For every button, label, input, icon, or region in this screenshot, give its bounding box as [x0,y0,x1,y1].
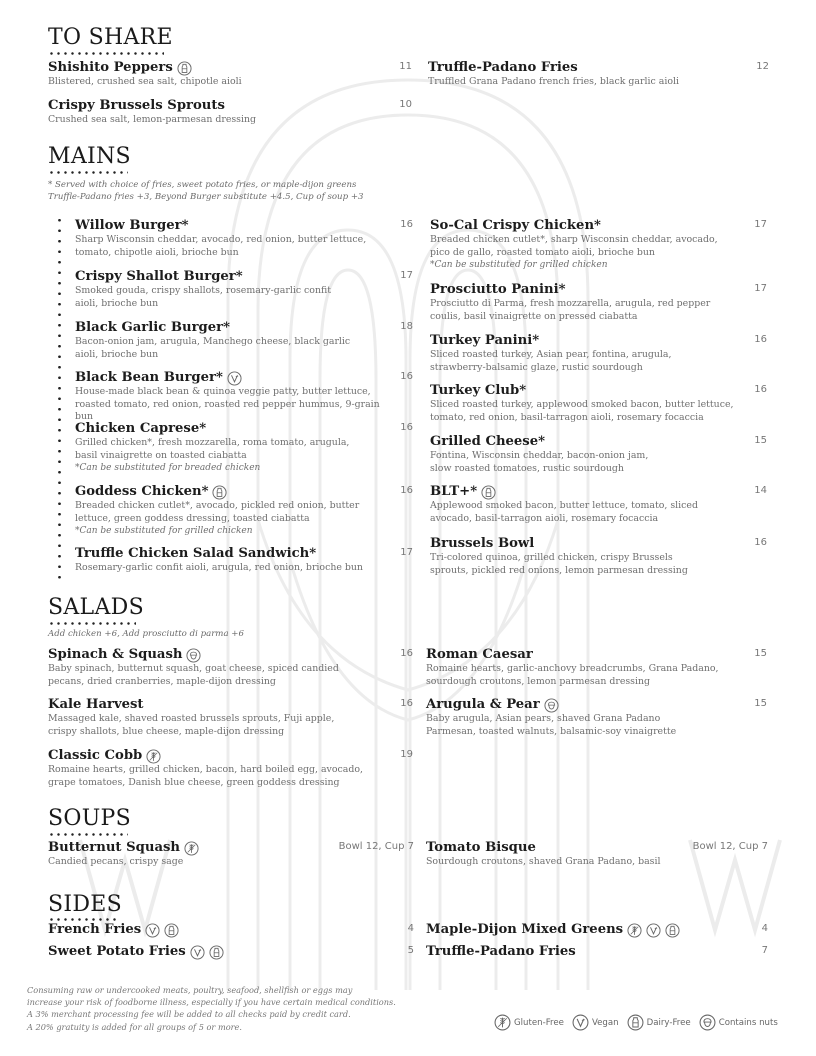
item-name: French Fries [48,922,142,937]
item-price: 18 [400,321,413,332]
section-title-sides: SIDES [48,892,123,917]
section-title-mains: MAINS [48,144,131,169]
title-underline-dots [48,52,164,55]
menu-item-goddess-chicken [75,484,413,538]
item-description: Romaine hearts, grilled chicken, bacon, hard boiled egg, avocado, grape tomatoes, Danish blue cheese, green goddess dressing [48,764,363,788]
item-name: Brussels Bowl [430,536,535,551]
item-price: 17 [400,270,413,281]
item-description: Tri-colored quinoa, grilled chicken, crispy Brussels sprouts, pickled red onions, lemon parmesan dressing [430,552,688,576]
vegan-icon [572,1014,589,1031]
menu-item-french-fries [48,922,414,938]
dairy-free-icon [177,61,192,76]
item-description: Blistered, crushed sea salt, chipotle aioli [48,76,242,87]
vegan-icon [190,945,205,960]
menu-item-spinach-and-squash [48,647,413,688]
dairy-free-icon [627,1014,644,1031]
item-substitution-note: *Can be substituted for grilled chicken [75,526,253,537]
menu-item-maple-dijon-mixed-greens [426,922,768,938]
menu-item-butternut-squash-soup [48,840,414,869]
item-description: House-made black bean & quinoa veggie patty, butter lettuce, roasted tomato, red onion, roasted red pepper hummus, 9-grain bun [75,386,380,423]
item-price: 11 [399,61,412,72]
item-name: BLT+* [430,484,478,499]
item-description: Smoked gouda, crispy shallots, rosemary-garlic confit aioli, brioche bun [75,285,331,309]
menu-item-sweet-potato-fries [48,944,414,960]
dairy-free-icon [481,485,496,500]
item-price: 4 [761,923,768,934]
item-substitution-note: *Can be substituted for breaded chicken [75,463,261,474]
item-description: Candied pecans, crispy sage [48,856,184,867]
item-description: Bacon-onion jam, arugula, Manchego cheese, black garlic aioli, brioche bun [75,336,351,360]
legend-dairy-free [627,1014,691,1031]
item-name: Shishito Peppers [48,60,173,75]
item-price: 16 [754,537,767,548]
item-name: Maple-Dijon Mixed Greens [426,922,624,937]
item-name: Truffle-Padano Fries [426,944,576,959]
item-name: Grilled Cheese* [430,434,546,449]
legend-label: Vegan [591,1017,619,1028]
menu-item-blt-plus [430,484,767,525]
item-name: Goddess Chicken* [75,484,209,499]
item-price: Bowl 12, Cup 7 [338,841,414,852]
menu-item-truffle-padano-fries-side [426,944,768,960]
item-description: Sliced roasted turkey, Asian pear, fontina, arugula, strawberry-balsamic glaze, rustic sourdough [430,349,672,373]
legend-label: Dairy-Free [646,1017,691,1028]
item-name: Sweet Potato Fries [48,944,186,959]
menu-item-crispy-brussels-sprouts [48,98,412,127]
item-substitution-note: *Can be substituted for grilled chicken [430,260,608,271]
item-description: Massaged kale, shaved roasted brussels sprouts, Fuji apple, crispy shallots, blue cheese, maple-dijon dressing [48,713,335,737]
vegan-icon [145,923,160,938]
item-name: Black Garlic Burger* [75,320,230,335]
footer-line: A 3% merchant processing fee will be added to all checks paid by credit card. [27,1009,351,1020]
mains-note [48,179,364,203]
wheat-icon [184,841,199,856]
footer-disclaimer [27,984,396,1033]
footer-line: increase your risk of foodborne illness, especially if you have certain medical conditions. [27,997,396,1008]
title-underline-dots [48,833,128,836]
menu-item-chicken-caprese [75,421,413,475]
menu-item-black-garlic-burger [75,320,413,361]
item-description: Sliced roasted turkey, applewood smoked bacon, butter lettuce, tomato, red onion, basil-tarragon aioli, rosemary focaccia [430,399,734,423]
nut-icon [544,698,559,713]
item-price: 16 [754,334,767,345]
legend-vegan [572,1014,619,1031]
footer-line: A 20% gratuity is added for all groups of 5 or more. [27,1021,243,1032]
legend-gluten-free [494,1014,564,1031]
item-price: 15 [754,698,767,709]
item-name: Truffle-Padano Fries [428,60,578,75]
menu-item-roman-caesar [426,647,767,688]
item-description: Breaded chicken cutlet*, avocado, pickled red onion, butter lettuce, green goddess dressing, toasted ciabatta [75,500,360,524]
item-description: Truffled Grana Padano french fries, black garlic aioli [428,76,679,87]
item-description: Prosciutto di Parma, fresh mozzarella, arugula, red pepper coulis, basil vinaigrette on pressed ciabatta [430,298,711,322]
item-description: Baby arugula, Asian pears, shaved Grana Padano Parmesan, toasted walnuts, balsamic-soy vinaigrette [426,713,677,737]
menu-item-truffle-padano-fries [428,60,769,89]
item-name: Turkey Panini* [430,333,540,348]
item-name: Kale Harvest [48,697,144,712]
mains-note-line: * Served with choice of fries, sweet potato fries, or maple-dijon greens [48,180,357,190]
menu-item-black-bean-burger [75,370,413,424]
item-price: 16 [400,219,413,230]
nut-icon [699,1014,716,1031]
menu-item-shishito-peppers [48,60,412,89]
item-name: Crispy Brussels Sprouts [48,98,225,113]
title-underline-dots [48,171,128,174]
legend-label: Gluten-Free [514,1017,564,1028]
item-price: 15 [754,648,767,659]
title-underline-dots [48,622,136,625]
dairy-free-icon [665,923,680,938]
menu-item-grilled-cheese [430,434,767,475]
vegan-icon [227,371,242,386]
legend-contains-nuts [699,1014,778,1031]
menu-item-arugula-and-pear [426,697,767,738]
item-name: Classic Cobb [48,748,143,763]
footer-line: Consuming raw or undercooked meats, poultry, seafood, shellfish or eggs may [27,985,353,995]
item-name: Roman Caesar [426,647,533,662]
item-description: Grilled chicken*, fresh mozzarella, roma tomato, arugula, basil vinaigrette on toasted ciabatta [75,437,350,461]
section-title-to-share: TO SHARE [48,25,173,50]
item-description: Crushed sea salt, lemon-parmesan dressing [48,114,257,125]
legend-label: Contains nuts [718,1017,778,1028]
item-name: Willow Burger* [75,218,189,233]
item-price: 16 [754,384,767,395]
mains-note-line: Truffle-Padano fries +3, Beyond Burger substitute +4.5, Cup of soup +3 [48,192,364,202]
mains-vertical-dots [58,215,61,583]
item-description: Sourdough croutons, shaved Grana Padano, basil [426,856,661,867]
nut-icon [186,648,201,663]
item-name: Black Bean Burger* [75,370,223,385]
item-price: 5 [407,945,414,956]
item-name: Crispy Shallot Burger* [75,269,243,284]
menu-item-kale-harvest [48,697,413,738]
item-price: 12 [756,61,769,72]
menu-item-brussels-bowl [430,536,767,577]
dairy-free-icon [164,923,179,938]
item-name: Prosciutto Panini* [430,282,566,297]
dietary-legend [494,1014,786,1031]
item-name: Butternut Squash [48,840,181,855]
menu-item-crispy-shallot-burger [75,269,413,310]
menu-item-so-cal-crispy-chicken [430,218,767,272]
item-price: 17 [754,219,767,230]
item-price: 15 [754,435,767,446]
item-price: 17 [400,547,413,558]
item-price: 16 [400,371,413,382]
item-name: Spinach & Squash [48,647,183,662]
item-description: Baby spinach, butternut squash, goat cheese, spiced candied pecans, dried cranberries, maple-dijon dressing [48,663,339,687]
dairy-free-icon [209,945,224,960]
item-price: 14 [754,485,767,496]
item-price: 19 [400,749,413,760]
item-price: 4 [407,923,414,934]
menu-item-tomato-bisque [426,840,768,869]
salads-note: Add chicken +6, Add prosciutto di parma +6 [48,629,244,639]
item-name: So-Cal Crispy Chicken* [430,218,601,233]
vegan-icon [646,923,661,938]
dairy-free-icon [212,485,227,500]
wheat-icon [494,1014,511,1031]
item-price: Bowl 12, Cup 7 [692,841,768,852]
menu-item-truffle-chicken-salad-sandwich [75,546,413,575]
menu-item-turkey-club [430,383,767,424]
menu-item-turkey-panini [430,333,767,374]
item-name: Tomato Bisque [426,840,536,855]
wheat-icon [146,749,161,764]
item-description: Rosemary-garlic confit aioli, arugula, red onion, brioche bun [75,562,363,573]
section-title-soups: SOUPS [48,806,132,831]
item-description: Romaine hearts, garlic-anchovy breadcrumbs, Grana Padano, sourdough croutons, lemon parmesan dressing [426,663,719,687]
item-price: 16 [400,648,413,659]
item-price: 17 [754,283,767,294]
item-price: 16 [400,422,413,433]
item-name: Arugula & Pear [426,697,540,712]
item-price: 16 [400,485,413,496]
item-name: Turkey Club* [430,383,527,398]
section-title-salads: SALADS [48,595,144,620]
title-underline-dots [48,918,116,921]
wheat-icon [627,923,642,938]
menu-item-classic-cobb [48,748,413,789]
item-price: 7 [761,945,768,956]
menu-item-prosciutto-panini [430,282,767,323]
menu-item-willow-burger [75,218,413,259]
item-name: Chicken Caprese* [75,421,207,436]
item-description: Fontina, Wisconsin cheddar, bacon-onion jam, slow roasted tomatoes, rustic sourdough [430,450,649,474]
item-description: Breaded chicken cutlet*, sharp Wisconsin cheddar, avocado, pico de gallo, roasted tomato aioli, brioche bun [430,234,718,258]
item-description: Sharp Wisconsin cheddar, avocado, red onion, butter lettuce, tomato, chipotle aioli, brioche bun [75,234,367,258]
item-price: 16 [400,698,413,709]
item-name: Truffle Chicken Salad Sandwich* [75,546,317,561]
item-price: 10 [399,99,412,110]
item-description: Applewood smoked bacon, butter lettuce, tomato, sliced avocado, basil-tarragon aioli, rosemary focaccia [430,500,698,524]
